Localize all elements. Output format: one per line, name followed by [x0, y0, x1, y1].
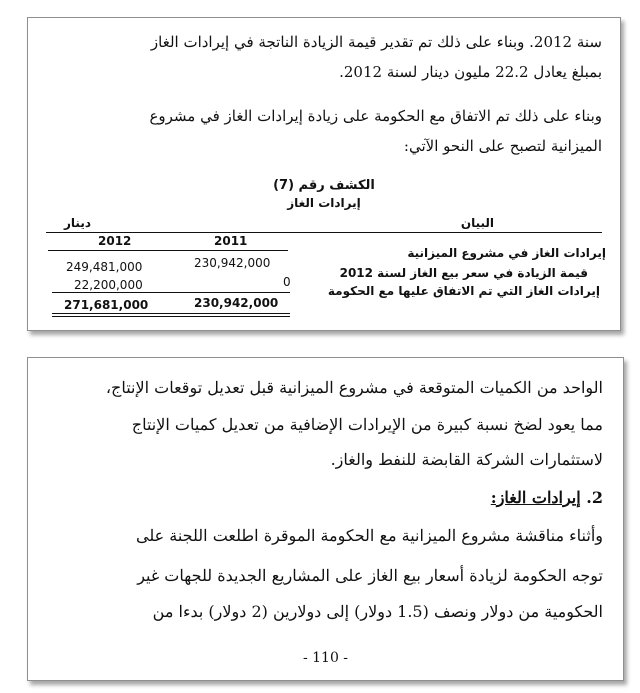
top-page-excerpt: [27, 17, 621, 331]
paragraph-line: الواحد من الكميات المتوقعة في مشروع الميزانية قبل تعديل توقعات الإنتاج،: [105, 378, 603, 397]
paragraph-line: لاستثمارات الشركة القابضة للنفط والغاز.: [330, 450, 603, 469]
value-2011: 230,942,000: [194, 256, 271, 270]
paragraph-line: وأثناء مناقشة مشروع الميزانية مع الحكومة الموقرة اطلعت اللجنة على: [136, 526, 603, 545]
page-number: - 110 -: [302, 650, 349, 666]
row-label: إيرادات الغاز التي تم الاتفاق عليها مع الحكومة: [327, 284, 600, 298]
total-double-rule: [52, 316, 290, 317]
table-top-rule: [46, 232, 602, 233]
row-label: إيرادات الغاز في مشروع الميزانية: [407, 246, 606, 260]
section-number: 2.: [586, 488, 603, 507]
column-header-2012: 2012: [98, 234, 132, 248]
statement-title: الكشف رقم (7): [273, 178, 375, 193]
column-header-2011: 2011: [214, 234, 248, 248]
paragraph-line: توجه الحكومة لزيادة أسعار بيع الغاز على المشاريع الجديدة للجهات غير: [137, 566, 603, 585]
row-label: قيمة الزيادة في سعر بيع الغاز لسنة 2012: [339, 266, 588, 280]
section-title: إيرادات الغاز:: [490, 488, 581, 507]
statement-subtitle: إيرادات الغاز: [287, 196, 361, 210]
paragraph-line: مما يعود لضخ نسبة كبيرة من الإيرادات الإضافية من تعديل كميات الإنتاج: [131, 415, 603, 434]
bottom-page-excerpt: [27, 357, 624, 681]
subtotal-rule: [52, 292, 290, 293]
paragraph-line: سنة 2012. وبناء على ذلك تم تقدير قيمة الزيادة الناتجة في إيرادات الغاز: [150, 33, 602, 51]
total-2012: 271,681,000: [64, 298, 149, 312]
paragraph-line: الميزانية لتصبح على النحو الآتي:: [403, 137, 602, 155]
section-heading: [491, 486, 603, 510]
paragraph-line: بمبلغ يعادل 22.2 مليون دينار لسنة 2012.: [339, 63, 602, 81]
value-2011: 0: [283, 275, 291, 289]
total-2011: 230,942,000: [194, 296, 279, 310]
paragraph-line: وبناء على ذلك تم الاتفاق مع الحكومة على زيادة إيرادات الغاز في مشروع: [149, 107, 602, 125]
currency-label: دينار: [64, 216, 91, 230]
description-header: البيان: [460, 216, 494, 230]
header-underline: [48, 250, 288, 251]
paragraph-line: الحكومية من دولار ونصف (1.5 دولار) إلى دولارين (2 دولار) بدءا من: [152, 602, 603, 621]
total-double-rule: [52, 313, 290, 314]
value-2012: 22,200,000: [74, 278, 143, 292]
value-2012: 249,481,000: [66, 260, 143, 274]
